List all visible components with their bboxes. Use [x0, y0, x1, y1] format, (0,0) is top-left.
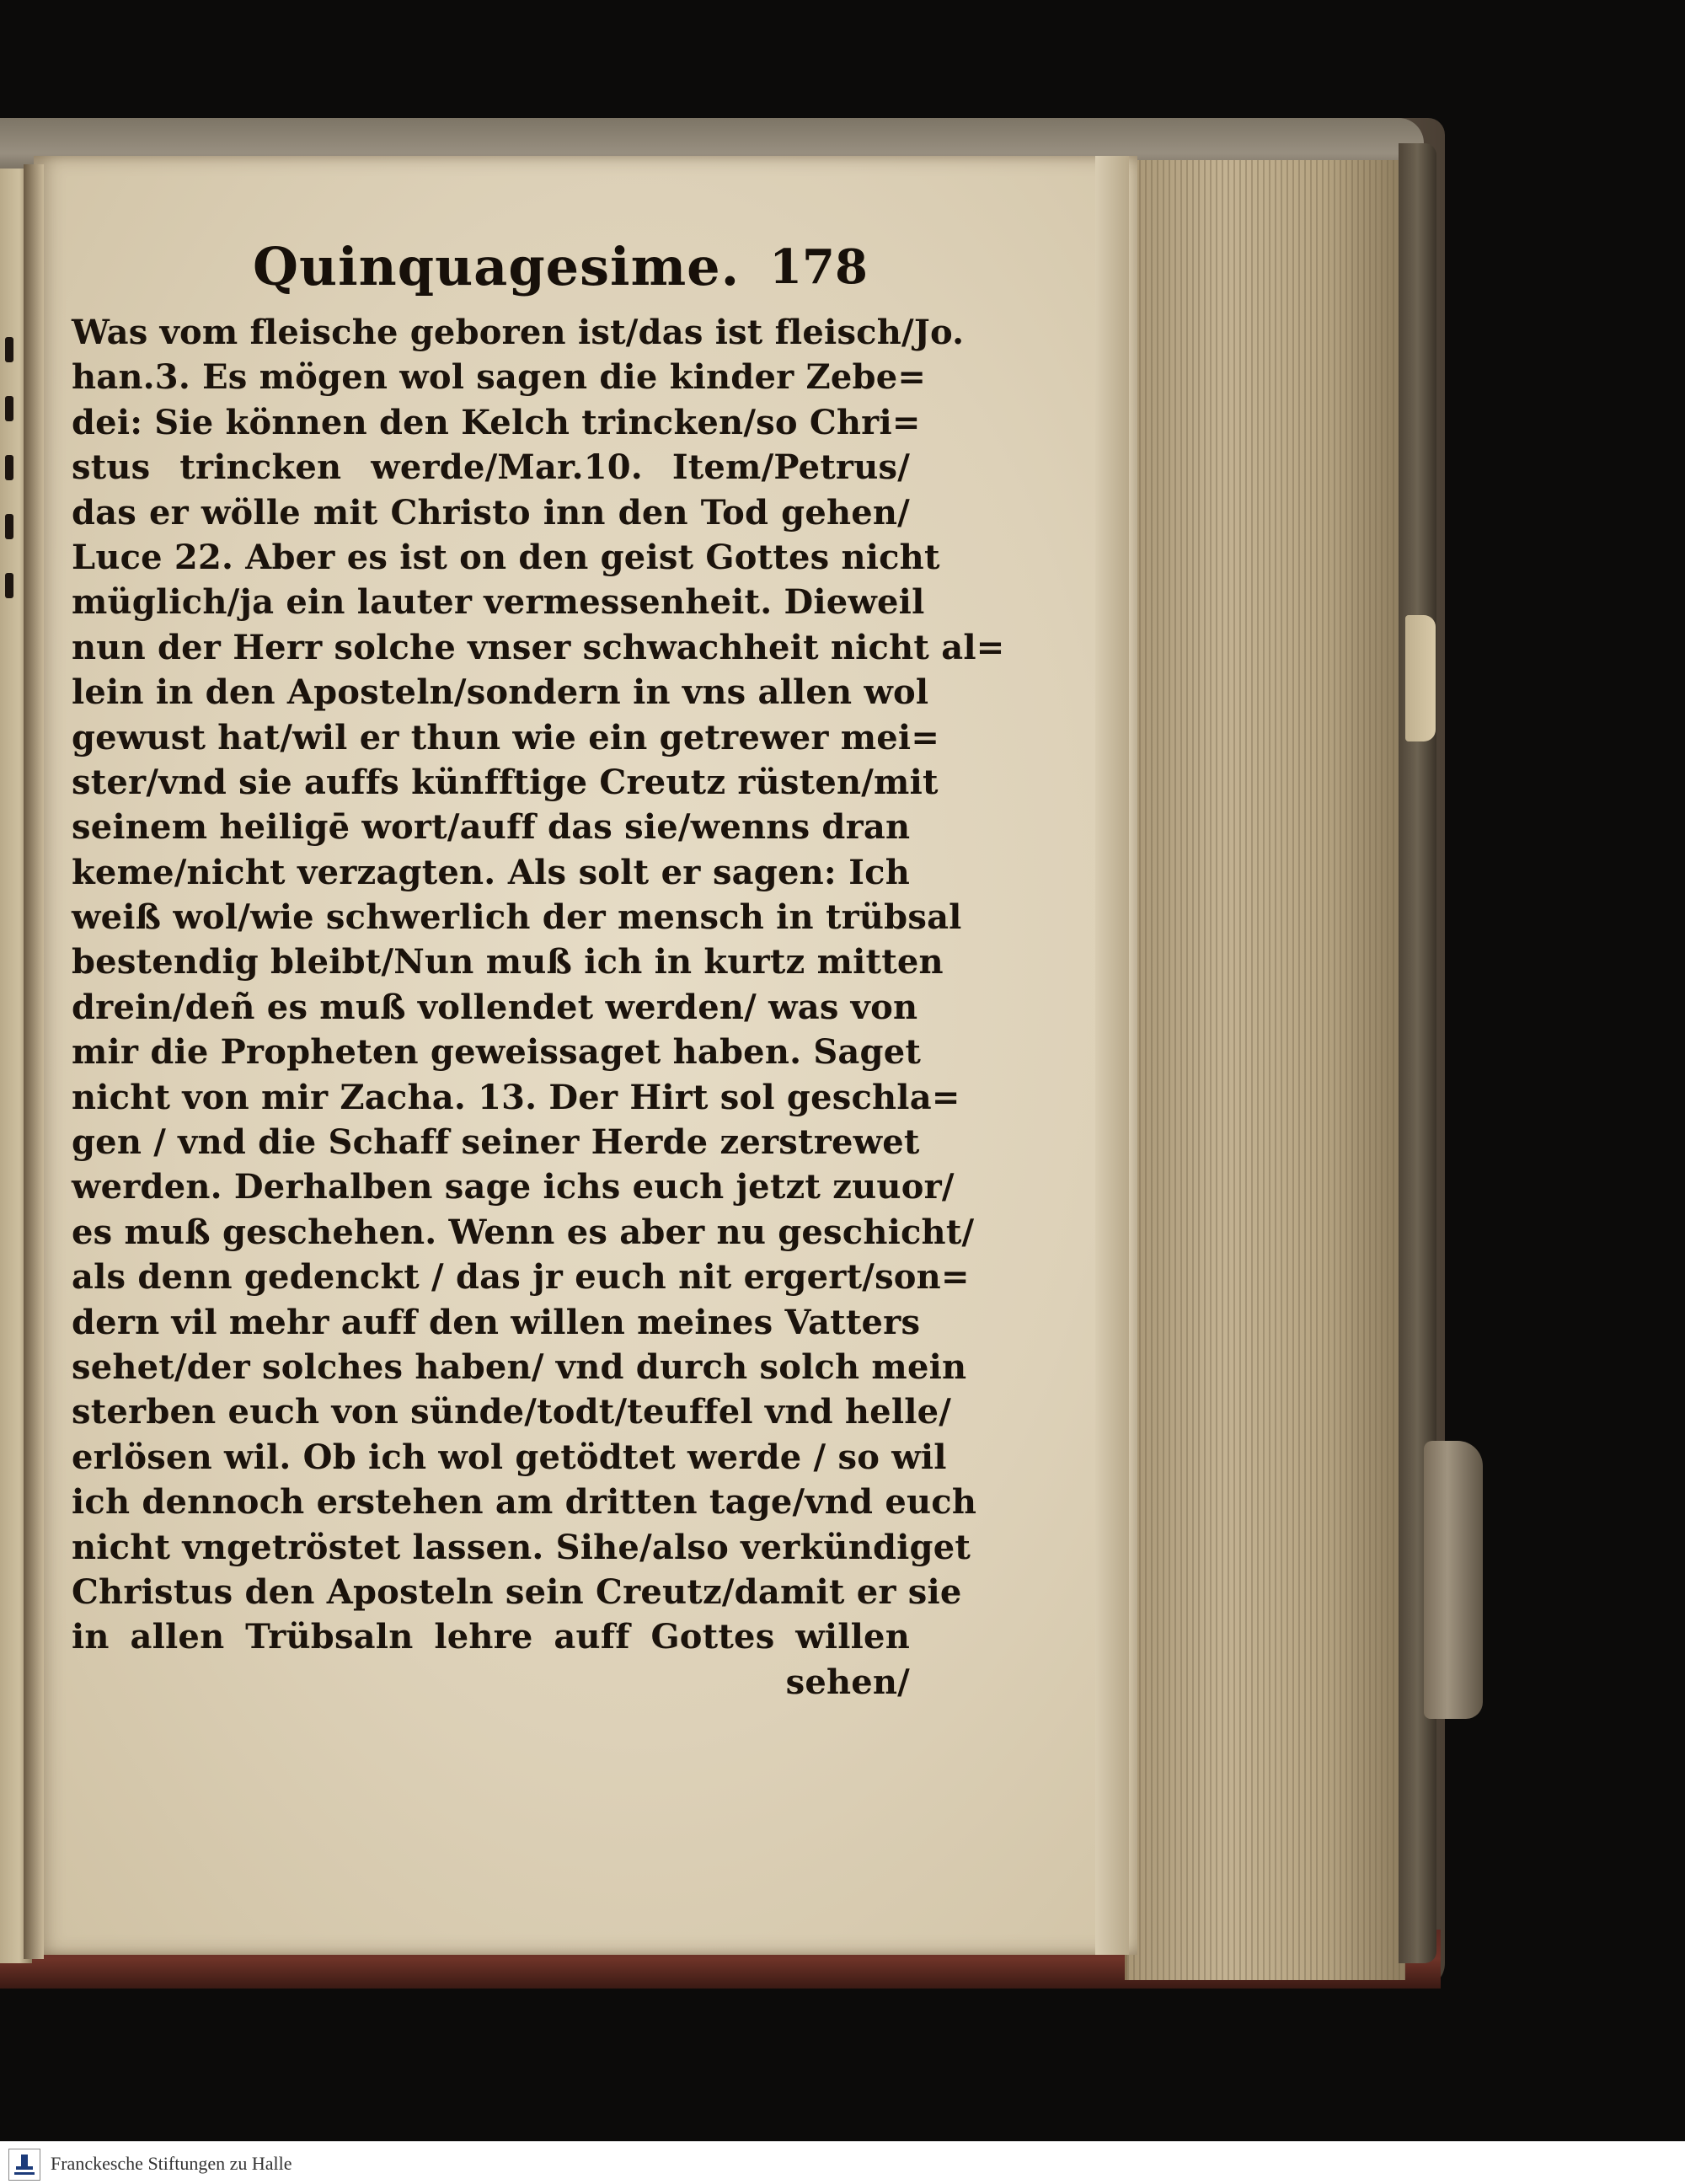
text-line: sehet/der solches haben/ vnd durch solch mein: [72, 1346, 967, 1387]
text-line: dern vil mehr auff den willen meines Vatters: [72, 1302, 921, 1342]
text-line: weiß wol/wie schwerlich der mensch in trübsal: [72, 897, 962, 938]
text-line: seinem heiligē wort/auff das sie/wenns dran: [72, 807, 911, 848]
institution-credit: Franckesche Stiftungen zu Halle: [51, 2153, 292, 2174]
text-line: Christus den Aposteln sein Creutz/damit er sie: [72, 1571, 962, 1612]
text-line: es muß geschehen. Wenn es aber nu geschicht/: [72, 1212, 975, 1252]
text-line: drein/deñ es muß vollendet werden/ was von: [72, 987, 918, 1027]
torn-clasp: [1424, 1441, 1483, 1719]
footer-bar: [0, 2141, 1685, 2184]
page-tab: [1405, 615, 1436, 741]
text-line: mir die Propheten geweissaget haben. Saget: [72, 1032, 922, 1073]
text-line: das er wölle mit Christo inn den Tod gehen/: [72, 492, 910, 533]
text-line: nun der Herr solche vnser schwachheit nicht al=: [72, 627, 1005, 667]
text-line: in allen Trübsaln lehre auff Gottes willen: [72, 1617, 910, 1657]
text-line: gewust hat/wil er thun wie ein getrewer mei=: [72, 717, 940, 757]
running-head-title: Quinquagesime.: [253, 236, 741, 297]
body-text: [72, 310, 1005, 1705]
text-line: bestendig bleibt/Nun muß ich in kurtz mitten: [72, 942, 944, 982]
margin-mark: [5, 337, 13, 362]
text-line: sterben euch von sünde/todt/teuffel vnd helle/: [72, 1392, 952, 1432]
right-page-edge: [1095, 156, 1129, 1955]
margin-mark: [5, 514, 13, 539]
page-number: 178: [769, 239, 868, 295]
text-line: müglich/ja ein lauter vermessenheit. Dieweil: [72, 582, 925, 623]
text-line: gen / vnd die Schaff seiner Herde zerstrewet: [72, 1122, 920, 1163]
franckesche-stiftungen-logo: [8, 2149, 40, 2181]
text-line: Was vom fleische geboren ist/das ist fleisch/Jo.: [72, 313, 965, 352]
text-line: lein in den Aposteln/sondern in vns allen wol: [72, 672, 929, 713]
text-line: als denn gedenckt / das jr euch nit ergert/son=: [72, 1257, 970, 1298]
text-line: dei: Sie können den Kelch trincken/so Chri=: [72, 402, 921, 442]
text-line: ster/vnd sie auffs künfftige Creutz rüsten/mit: [72, 762, 939, 802]
text-line: keme/nicht verzagten. Als solt er sagen: Ich: [72, 852, 910, 892]
text-line: ich dennoch erstehen am dritten tage/vnd euch: [72, 1482, 977, 1523]
running-head: [253, 236, 868, 303]
margin-mark: [5, 396, 13, 421]
gutter: [24, 164, 44, 1959]
text-line: erlösen wil. Ob ich wol getödtet werde / so wil: [72, 1437, 947, 1477]
text-line: nicht vngetröstet lassen. Sihe/also verkündiget: [72, 1527, 971, 1567]
text-line: stus trincken werde/Mar.10. Item/Petrus/: [72, 447, 910, 488]
margin-mark: [5, 573, 13, 598]
margin-mark: [5, 455, 13, 480]
text-line: sehen/: [785, 1662, 910, 1702]
text-line: Luce 22. Aber es ist on den geist Gottes nicht: [72, 537, 940, 577]
text-line: werden. Derhalben sage ichs euch jetzt zuuor/: [72, 1167, 955, 1207]
text-line: nicht von mir Zacha. 13. Der Hirt sol geschla=: [72, 1077, 960, 1117]
text-line: han.3. Es mögen wol sagen die kinder Zebe=: [72, 357, 927, 398]
fore-edge-page-stack: [1125, 160, 1405, 1980]
